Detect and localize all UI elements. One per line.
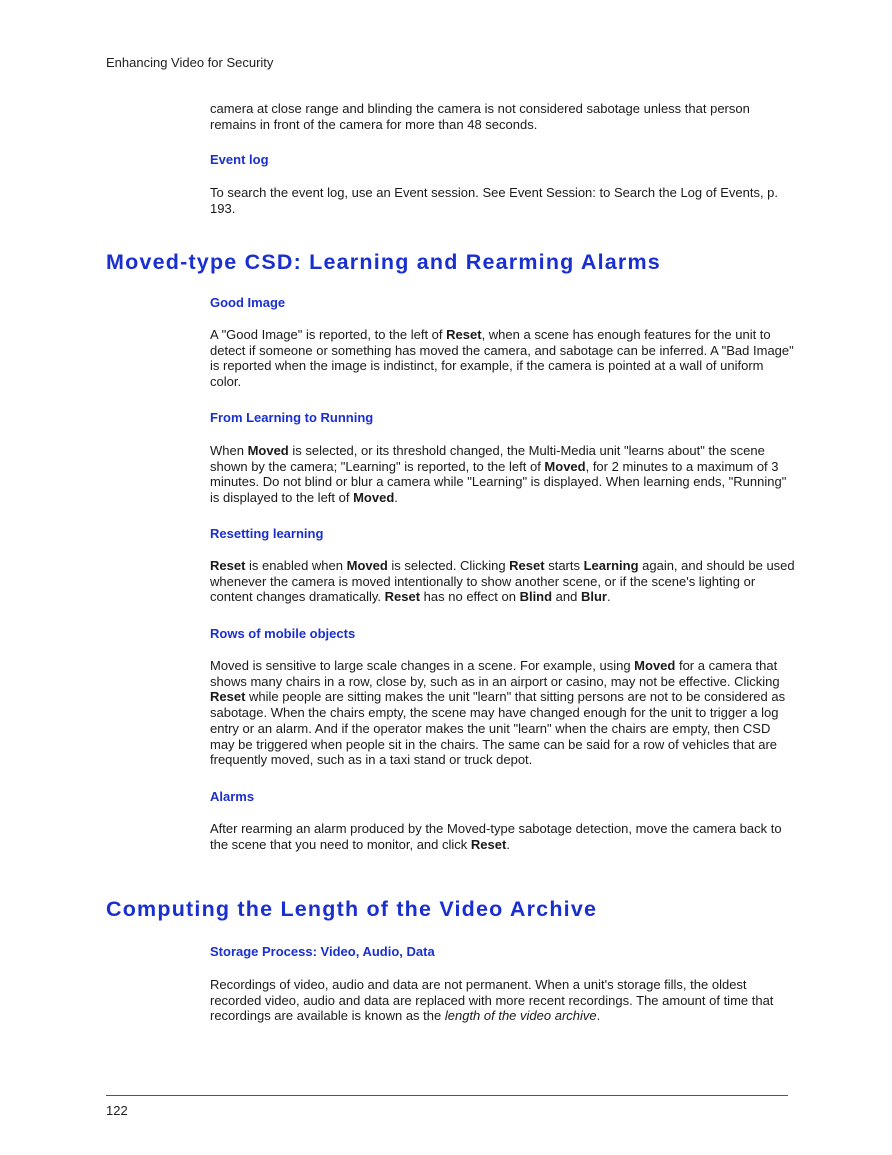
good-image-heading: Good Image [210,295,286,310]
event-log-paragraph: To search the event log, use an Event session. See Event Session: to Search the Log of Events, p. 193. [210,185,779,216]
learning-heading: From Learning to Running [210,410,374,425]
storage-heading: Storage Process: Video, Audio, Data [210,944,435,959]
alarms-paragraph: After rearming an alarm produced by the Moved-type sabotage detection, move the camera back to the scene that you need to monitor, and click Reset. [210,821,782,852]
footer-rule [106,1095,788,1096]
page-number: 122 [106,1103,128,1118]
event-log-heading: Event log [210,152,269,167]
resetting-heading: Resetting learning [210,526,324,541]
learning-paragraph: When Moved is selected, or its threshold changed, the Multi-Media unit "learns about" the scene shown by the camera; "Learning" is reported, to the left of Moved, for 2 minutes to a maximum of 3 minutes. Do not blind or blur a camera while "Learning" is displayed. When learning ends, "Running" is displayed to the left of Moved. [210,443,787,506]
running-header: Enhancing Video for Security [106,55,274,70]
storage-paragraph: Recordings of video, audio and data are not permanent. When a unit's storage fills, the oldest recorded video, audio and data are replaced with more recent recordings. The amount of time that recordings are available is known as the length of the video archive. [210,977,774,1024]
rows-paragraph: Moved is sensitive to large scale changes in a scene. For example, using Moved for a camera that shows many chairs in a row, close by, such as in an airport or casino, may not be effective. Clicking Reset while people are sitting makes the unit "learn" that sitting persons are not to be considered as sabotage. When the chairs empty, the scene may have changed enough for the unit to trigger a log entry or an alarm. And if the operator makes the unit "learn" when the chairs are empty, then CSD may be triggered when people sit in the chairs. The same can be said for a row of vehicles that are frequently moved, such as in a taxi stand or truck depot. [210,658,786,768]
good-image-paragraph: A "Good Image" is reported, to the left of Reset, when a scene has enough features for the unit to detect if someone or something has moved the camera, and sabotage can be inferred. A "Bad Image" is reported when the image is indistinct, for example, if the camera is pointed at a wall of uniform color. [210,327,794,390]
rows-heading: Rows of mobile objects [210,626,356,641]
section-title-moved-csd: Moved-type CSD: Learning and Rearming Alarms [106,250,661,274]
alarms-heading: Alarms [210,789,255,804]
resetting-paragraph: Reset is enabled when Moved is selected. Clicking Reset starts Learning again, and should be used whenever the camera is moved intentionally to show another scene, or if the scene's lighting or content changes dramatically. Reset has no effect on Blind and Blur. [210,558,795,605]
intro-paragraph: camera at close range and blinding the camera is not considered sabotage unless that person remains in front of the camera for more than 48 seconds. [210,101,750,132]
section-title-archive: Computing the Length of the Video Archive [106,897,598,921]
